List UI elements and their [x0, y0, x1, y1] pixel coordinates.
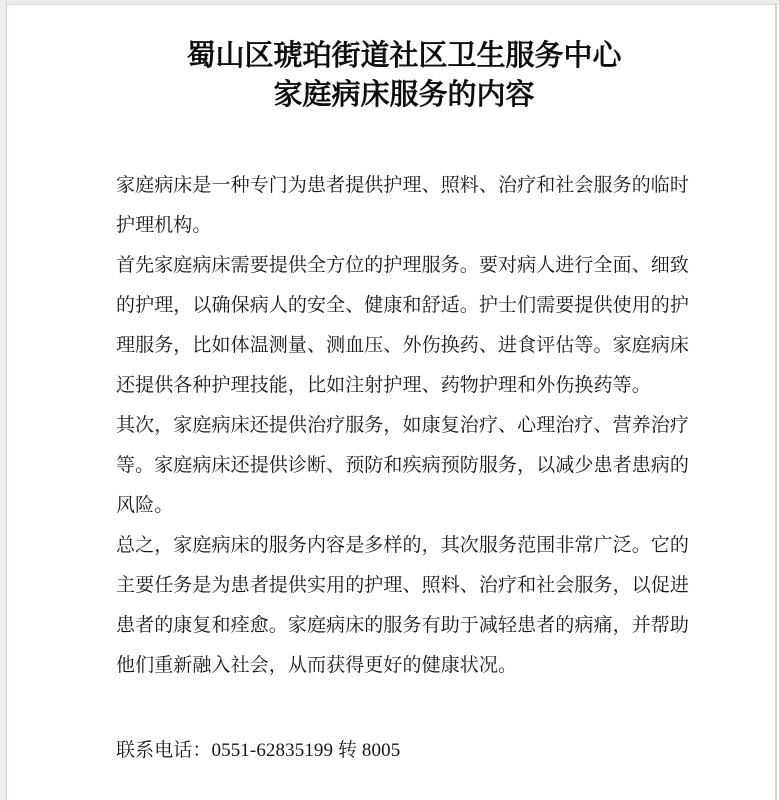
document-line: 风险。	[116, 495, 174, 516]
page-left-edge	[0, 0, 7, 800]
document-line: 他们重新融入社会，从而获得更好的健康状况。	[116, 655, 518, 676]
document-line: 首先家庭病床需要提供全方位的护理服务。要对病人进行全面、细致	[116, 255, 690, 276]
page-title-line1: 蜀山区琥珀街道社区卫生服务中心	[186, 40, 622, 72]
page-right-edge	[775, 4, 777, 800]
document-line: 等。家庭病床还提供诊断、预防和疾病预防服务，以减少患者患病的	[116, 455, 690, 476]
document-line: 其次，家庭病床还提供治疗服务，如康复治疗、心理治疗、营养治疗	[116, 415, 690, 436]
document-line: 理服务，比如体温测量、测血压、外伤换药、进食评估等。家庭病床	[116, 335, 690, 356]
document-line: 的护理，以确保病人的安全、健康和舒适。护士们需要提供使用的护	[116, 295, 690, 316]
document-line: 家庭病床是一种专门为患者提供护理、照料、治疗和社会服务的临时	[116, 175, 690, 196]
document-body	[116, 166, 692, 771]
document-line: 护理机构。	[116, 215, 212, 236]
top-edge-band	[0, 0, 779, 5]
document-content	[116, 37, 692, 771]
document-line: 还提供各种护理技能，比如注射护理、药物护理和外伤换药等。	[116, 375, 651, 396]
document-line: 主要任务是为患者提供实用的护理、照料、治疗和社会服务，以促进	[116, 575, 690, 596]
contact-phone: 联系电话：0551-62835199 转 8005	[116, 740, 401, 761]
document-line: 总之，家庭病床的服务内容是多样的，其次服务范围非常广泛。它的	[116, 535, 690, 556]
page-title-line2: 家庭病床服务的内容	[273, 79, 535, 111]
document-line: 患者的康复和痊愈。家庭病床的服务有助于减轻患者的病痛，并帮助	[116, 615, 690, 636]
page-title	[116, 37, 692, 115]
